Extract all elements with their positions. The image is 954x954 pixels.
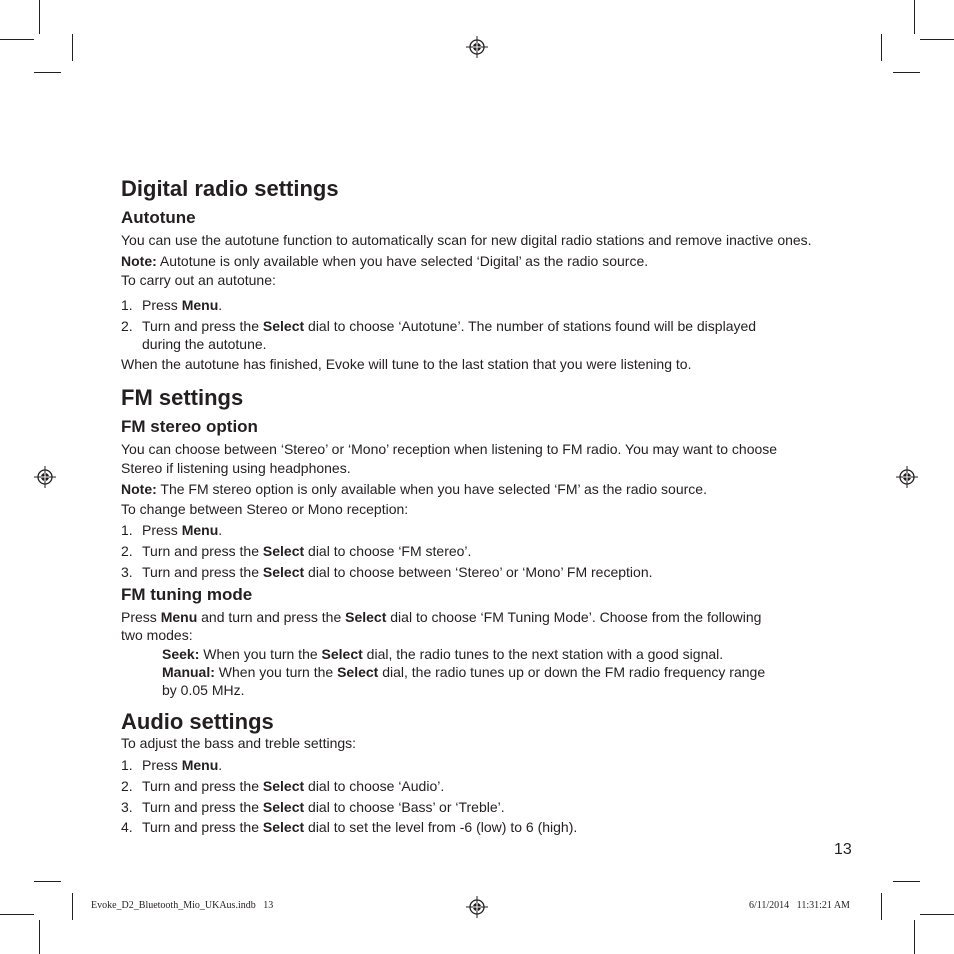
note-text: Autotune is only available when you have selected ‘Digital’ as the radio source.: [156, 253, 649, 269]
crop-mark: [0, 39, 34, 40]
audio-intro: To adjust the bass and treble settings:: [121, 735, 357, 751]
fm-stereo-change: To change between Stereo or Mono reception:: [121, 501, 409, 517]
crop-mark: [881, 893, 882, 920]
registration-mark-icon: [896, 466, 918, 488]
fm-stereo-note: [121, 480, 707, 498]
list-text: Turn and press the Select dial to choose ‘Autotune’. The number of stations found will be displayed: [142, 318, 757, 334]
crop-mark: [0, 914, 34, 915]
list-text: Turn and press the Select dial to choose ‘Audio’.: [142, 778, 445, 794]
crop-mark: [39, 920, 40, 954]
manual-mode: Manual: When you turn the Select dial, the radio tunes up or down the FM radio frequency range: [162, 664, 766, 680]
note-label: Note:: [121, 481, 157, 497]
list-number: 3.: [121, 799, 133, 815]
slug-datetime: 6/11/2014 11:31:21 AM: [749, 900, 850, 911]
manual-mode-cont: by 0.05 MHz.: [162, 682, 245, 698]
list-text: Press Menu.: [142, 757, 223, 773]
crop-mark: [920, 39, 954, 40]
list-text: Turn and press the Select dial to choose between ‘Stereo’ or ‘Mono’ FM reception.: [142, 564, 653, 580]
crop-mark: [39, 0, 40, 34]
crop-mark: [914, 920, 915, 954]
list-number: 2.: [121, 778, 133, 794]
crop-mark: [34, 881, 61, 882]
list-text: Turn and press the Select dial to choose ‘Bass’ or ‘Treble’.: [142, 799, 505, 815]
seek-mode: Seek: When you turn the Select dial, the radio tunes to the next station with a good signal.: [162, 646, 724, 662]
autotune-intro: You can use the autotune function to automatically scan for new digital radio stations and remove inactive ones.: [121, 232, 812, 248]
list-number: 1.: [121, 757, 133, 773]
registration-mark-icon: [34, 466, 56, 488]
autotune-carry-out: To carry out an autotune:: [121, 272, 276, 288]
registration-mark-icon: [466, 896, 488, 918]
digital-radio-heading: Digital radio settings: [121, 176, 339, 201]
list-text-continued: during the autotune.: [142, 336, 267, 352]
fm-stereo-intro-cont: Stereo if listening using headphones.: [121, 460, 351, 476]
fm-tuning-heading: FM tuning mode: [121, 585, 253, 604]
list-number: 2.: [121, 318, 133, 334]
crop-mark: [72, 893, 73, 920]
note-label: Note:: [121, 253, 157, 269]
crop-mark: [920, 914, 954, 915]
list-text: Turn and press the Select dial to choose ‘FM stereo’.: [142, 543, 472, 559]
list-number: 4.: [121, 819, 133, 835]
crop-mark: [893, 72, 920, 73]
fm-stereo-heading: FM stereo option: [121, 417, 258, 436]
autotune-finished: When the autotune has finished, Evoke will tune to the last station that you were listening to.: [121, 356, 692, 372]
crop-mark: [34, 72, 61, 73]
fm-tuning-intro-cont: two modes:: [121, 627, 193, 643]
crop-mark: [914, 0, 915, 34]
fm-settings-heading: FM settings: [121, 385, 244, 410]
note-text: The FM stereo option is only available when you have selected ‘FM’ as the radio source.: [156, 481, 707, 497]
registration-mark-icon: [466, 36, 488, 58]
page-number: 13: [834, 841, 852, 858]
slug-filename: Evoke_D2_Bluetooth_Mio_UKAus.indb 13: [91, 900, 274, 911]
crop-mark: [893, 881, 920, 882]
crop-mark: [881, 34, 882, 61]
list-text: Press Menu.: [142, 297, 223, 313]
fm-tuning-intro: Press Menu and turn and press the Select dial to choose ‘FM Tuning Mode’. Choose from the following: [121, 609, 762, 625]
list-number: 2.: [121, 543, 133, 559]
list-number: 1.: [121, 522, 133, 538]
crop-mark: [72, 34, 73, 61]
list-text: Turn and press the Select dial to set the level from -6 (low) to 6 (high).: [142, 819, 578, 835]
autotune-note: [121, 252, 648, 270]
fm-stereo-intro: You can choose between ‘Stereo’ or ‘Mono’ reception when listening to FM radio. You may want to choose: [121, 441, 778, 457]
audio-settings-heading: Audio settings: [121, 709, 274, 734]
list-number: 3.: [121, 564, 133, 580]
list-number: 1.: [121, 297, 133, 313]
list-text: Press Menu.: [142, 522, 223, 538]
autotune-heading: Autotune: [121, 208, 196, 227]
